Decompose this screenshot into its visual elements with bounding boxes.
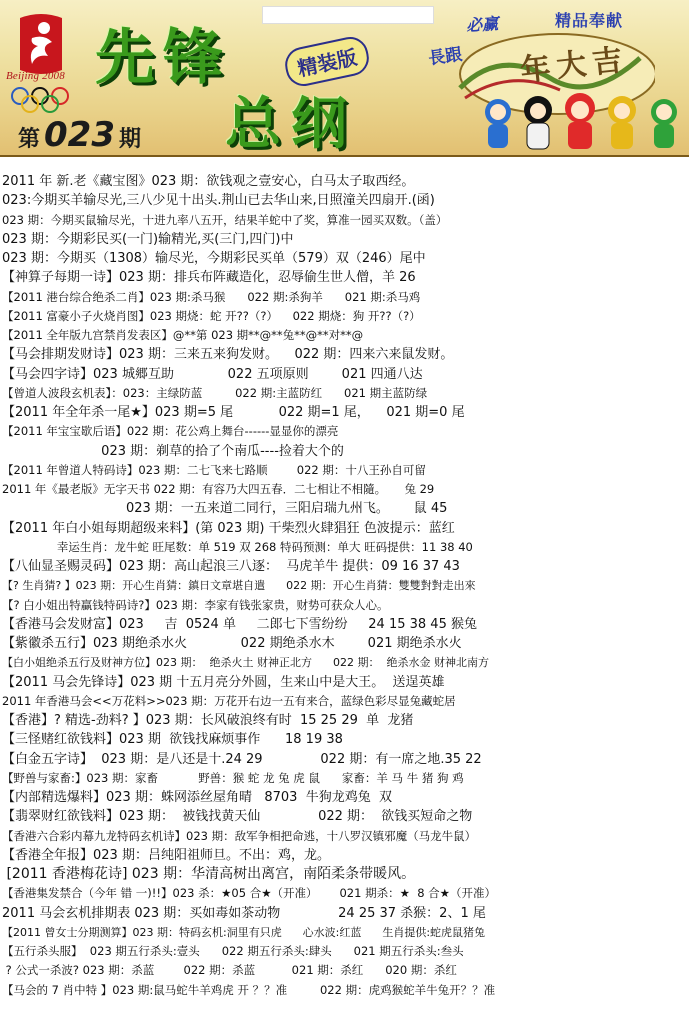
text-line: 【马会排期发财诗】023 期：三来五来狗发财。 022 期：四来六来鼠发财。 bbox=[2, 347, 454, 363]
text-line: 023 期：今期买（1308）输尽光，今期彩民买单（579）双（246）尾中 bbox=[2, 251, 426, 266]
text-line: 023 期：今期买鼠输尽光，十进九率八五开，结果羊蛇中了奖，算准一园买双数。（盖） bbox=[2, 212, 448, 227]
text-line: 【香港】? 精选-劲料? 】023 期：长风破浪终有时 15 25 29 单 龙猪 bbox=[2, 713, 414, 728]
issue-prefix: 第 bbox=[18, 126, 41, 152]
banner-title-bottom: 总纲 bbox=[225, 91, 357, 157]
text-line: 023:今期买羊输尽光,三八少见十出头.荆山已去华山来,日照潼关四扇开.(函) bbox=[2, 193, 435, 209]
text-line: 2011 年 新.老《藏宝图》023 期：欲钱观之壹安心，白马太子取西经。 bbox=[2, 174, 415, 189]
text-line: 【2011 曾女士分期测算】023 期：特码玄机:洞里有只虎 心水波:红蓝 生肖提供:蛇虎鼠猪兔 bbox=[2, 925, 486, 939]
text-line: 【白金五字诗】 023 期：是八还是十.24 29 022 期：有一席之地.35 22 bbox=[2, 751, 482, 767]
header-banner bbox=[0, 0, 689, 157]
follow-text: 長跟 bbox=[427, 44, 464, 70]
text-line: [2011 香港梅花诗] 023 期：华清高树出离宫，南陌柔条带暖风。 bbox=[2, 866, 416, 882]
text-line: 【2011 年宝宝歇后语】022 期：花公鸡上舞台------显显你的漂亮 bbox=[2, 424, 339, 439]
olympic-rings-icon bbox=[8, 84, 78, 114]
fuwa-mascots-image bbox=[480, 90, 685, 152]
text-line: 【2011 马会先锋诗】023 期 十五月亮分外圆，生来山中是大王。 送逞英雄 bbox=[2, 674, 445, 690]
text-line: 【香港全年报】023 期：吕纯阳祖师旦。不出：鸡，龙。 bbox=[2, 847, 330, 863]
text-line: 【三怪赌红欲钱料】023 期 欲钱找麻烦事作 18 19 38 bbox=[2, 732, 343, 748]
text-line: 【2011 年白小姐每期超级来料】(第 023 期) 干柴烈火肆猖狂 色波提示：蓝红 bbox=[2, 520, 455, 536]
text-line: 【八仙显圣赐灵码】023 期：高山起浪三八逐： 马虎羊牛 提供：09 16 37 43 bbox=[2, 559, 460, 574]
top-blank-strip bbox=[262, 6, 434, 24]
text-line: 【神算子每期一诗】023 期：排兵布阵藏造化，忍辱偷生世人僧，羊 26 bbox=[2, 270, 416, 286]
text-line: 【2011 年曾道人特码诗】023 期：二七飞来七路顺 022 期：十八王孙自可留 bbox=[2, 462, 426, 477]
edition-badge: 精装版 bbox=[282, 34, 372, 90]
text-line: 【2011 年全年杀一尾★】023 期=5 尾 022 期=1 尾， 021 期=0 尾 bbox=[2, 405, 465, 420]
text-line: 【白小姐绝杀五行及财神方位】023 期： 绝杀火土 财神正北方 022 期： 绝杀水金 财神北南方 bbox=[2, 656, 489, 670]
text-line: 【翡翠财红欲钱料】023 期： 被钱找黄天仙 022 期： 欲钱买短命之物 bbox=[2, 809, 473, 825]
text-line: ? 公式一杀波? 023 期：杀蓝 022 期：杀蓝 021 期：杀红 020 期：杀红 bbox=[2, 963, 457, 978]
text-line: 【香港集发禁合（今年 错 一)!!】023 杀：★05 合★（开准） 021 期杀：★ 8 合★（开准） bbox=[2, 886, 496, 901]
text-line: 【2011 港台综合绝杀二肖】023 期:杀马猴 022 期:杀狗羊 021 期:杀马鸡 bbox=[2, 289, 421, 304]
text-line: 023 期：剃草的拾了个南瓜----捡着大个的 bbox=[2, 443, 344, 459]
text-line: 023 期：一五来道二同行，三阳启瑞九州飞。 鼠 45 bbox=[2, 501, 448, 517]
new-year-text: 年大吉 bbox=[518, 42, 630, 89]
prediction-text-body bbox=[0, 172, 689, 1000]
text-line: 【马会四字诗】023 城郷互助 022 五项原则 021 四通八达 bbox=[2, 366, 423, 382]
text-line: 幸运生肖：龙牛蛇 旺尾数：单 519 双 268 特码预测：单大 旺码提供：11 38 40 bbox=[2, 539, 473, 554]
text-line: 2011 马会玄机排期表 023 期：买如毒如茶动物 24 25 37 杀猴：2、1 尾 bbox=[2, 905, 486, 921]
text-line: 【马会的 7 肖中特 】023 期:鼠马蛇牛羊鸡虎 开 ？？准 022 期：虎鸡猴蛇羊牛兔开？？准 bbox=[2, 982, 496, 997]
text-line: 【五行杀头服】 023 期五行杀头:壹头 022 期五行杀头:肆头 021 期五行杀头:叁头 bbox=[2, 944, 464, 958]
text-line: 【2011 富豪小子火烧肖图】023 期烧：蛇 开??（?） 022 期烧：狗 开??（?） bbox=[2, 308, 421, 323]
text-line: 【紫徽杀五行】023 期绝杀水火 022 期绝杀水木 021 期绝杀水火 bbox=[2, 636, 462, 651]
text-line: 023 期：今期彩民买(一门)输精光,买(三门,四门)中 bbox=[2, 231, 294, 247]
text-line: 【? 生肖猜? 】023 期：开心生肖猜：鎮日文章堪自遣 022 期：开心生肖猜：雙雙對對走出來 bbox=[2, 579, 476, 593]
text-line: 【2011 全年版九宫禁肖发表区】@**第 023 期**@**兔**@**对**@ bbox=[2, 328, 364, 342]
slogan-right: 精品奉献 bbox=[555, 11, 624, 30]
text-line: 【曾道人波段玄机表】：023：主绿防蓝 022 期:主蓝防红 021 期主蓝防绿 bbox=[2, 385, 428, 400]
text-line: 【香港马会发财富】023 吉 0524 单 二郎七下雪纷纷 24 15 38 45 猴兔 bbox=[2, 616, 477, 632]
banner-title-top: 先锋 bbox=[95, 23, 231, 93]
text-line: 2011 年《最老版》无字天书 022 期：有容乃大四五春．二七相让不相隨。 兔 29 bbox=[2, 482, 435, 496]
olympic-text: Beijing 2008 bbox=[6, 70, 65, 82]
issue-suffix: 期 bbox=[119, 126, 142, 152]
text-line: 【香港六合彩内幕九龙特码玄机诗】023 期：敌军争相把命逃，十八罗汉镇邪魔（马龙牛鼠） bbox=[2, 828, 477, 843]
text-line: 【野兽与家畜:】023 期：家畜 野兽：猴 蛇 龙 兔 虎 鼠 家畜：羊 马 牛 猪 狗 鸡 bbox=[2, 770, 464, 785]
slogan-left: 必赢 bbox=[465, 13, 499, 36]
text-line: 【内部精选爆料】023 期：蛛网添丝屋角晴 8703 牛狗龙鸡兔 双 bbox=[2, 790, 392, 805]
issue-number bbox=[18, 115, 141, 155]
text-line: 【? 白小姐出特贏钱特码诗?】023 期：李家有钱张家贵，财势可获众人心。 bbox=[2, 597, 389, 612]
text-line: 2011 年香港马会<<万花料>>023 期：万花开右边一五有来合，蓝绿色彩尽显兔藏蛇居 bbox=[2, 693, 456, 708]
issue-num: 023 bbox=[44, 115, 115, 155]
